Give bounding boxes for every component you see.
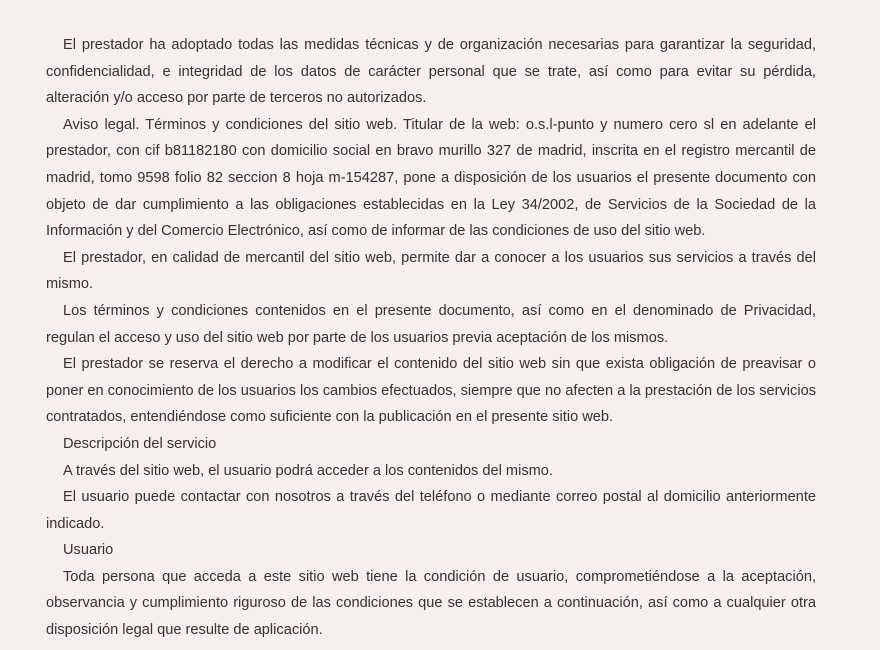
paragraph-content-access: A través del sitio web, el usuario podrá acceder a los contenidos del mismo. <box>63 462 553 479</box>
paragraph-provider-services: El prestador, en calidad de mercantil del sitio web, permite dar a conocer a los usuarios sus servicios a través del mismo. <box>46 249 816 293</box>
paragraph-modification-rights: El prestador se reserva el derecho a modificar el contenido del sitio web sin que exista obligación de preavisar o poner en conocimiento de los usuarios los cambios efectuados, siempre que no afecten a la prestación de los servicios contratados, entendiéndose como suficiente con la publicación en el presente sitio web. <box>46 356 816 426</box>
paragraph-terms-scope: Los términos y condiciones contenidos en el presente documento, así como en el denominado de Privacidad, regulan el acceso y uso del sitio web por parte de los usuarios previa aceptación de los mismos. <box>46 302 816 346</box>
paragraph-legal-notice: Aviso legal. Términos y condiciones del sitio web. Titular de la web: o.s.l-punto y numero cero sl en adelante el prestador, con cif b81182180 con domicilio social en bravo murillo 327 de madrid, inscrita en el registro mercantil de madrid, tomo 9598 folio 82 seccion 8 hoja m-154287, pone a disposición de los usuarios el presente documento con objeto de dar cumplimiento a las obligaciones establecidas en la Ley 34/2002, de Servicios de la Sociedad de la Información y del Comercio Electrónico, así como de informar de las condiciones de uso del sitio web. <box>46 116 816 240</box>
heading-user: Usuario <box>63 542 114 559</box>
paragraph-data-security: El prestador ha adoptado todas las medidas técnicas y de organización necesarias para garantizar la seguridad, confidencialidad, e integridad de los datos de carácter personal que se trate, así como para evitar su pérdida, alteración y/o acceso por parte de terceros no autorizados. <box>46 37 816 107</box>
paragraph-contact: El usuario puede contactar con nosotros a través del teléfono o mediante correo postal al domicilio anteriormente indicado. <box>46 489 816 532</box>
heading-service-description: Descripción del servicio <box>63 435 217 452</box>
paragraph-user-conditions: Toda persona que acceda a este sitio web tiene la condición de usuario, comprometiéndose a la aceptación, observancia y cumplimiento riguroso de las condiciones que se establecen a continuación, así como a cualquier otra disposición legal que resulte de aplicación. <box>46 568 816 639</box>
